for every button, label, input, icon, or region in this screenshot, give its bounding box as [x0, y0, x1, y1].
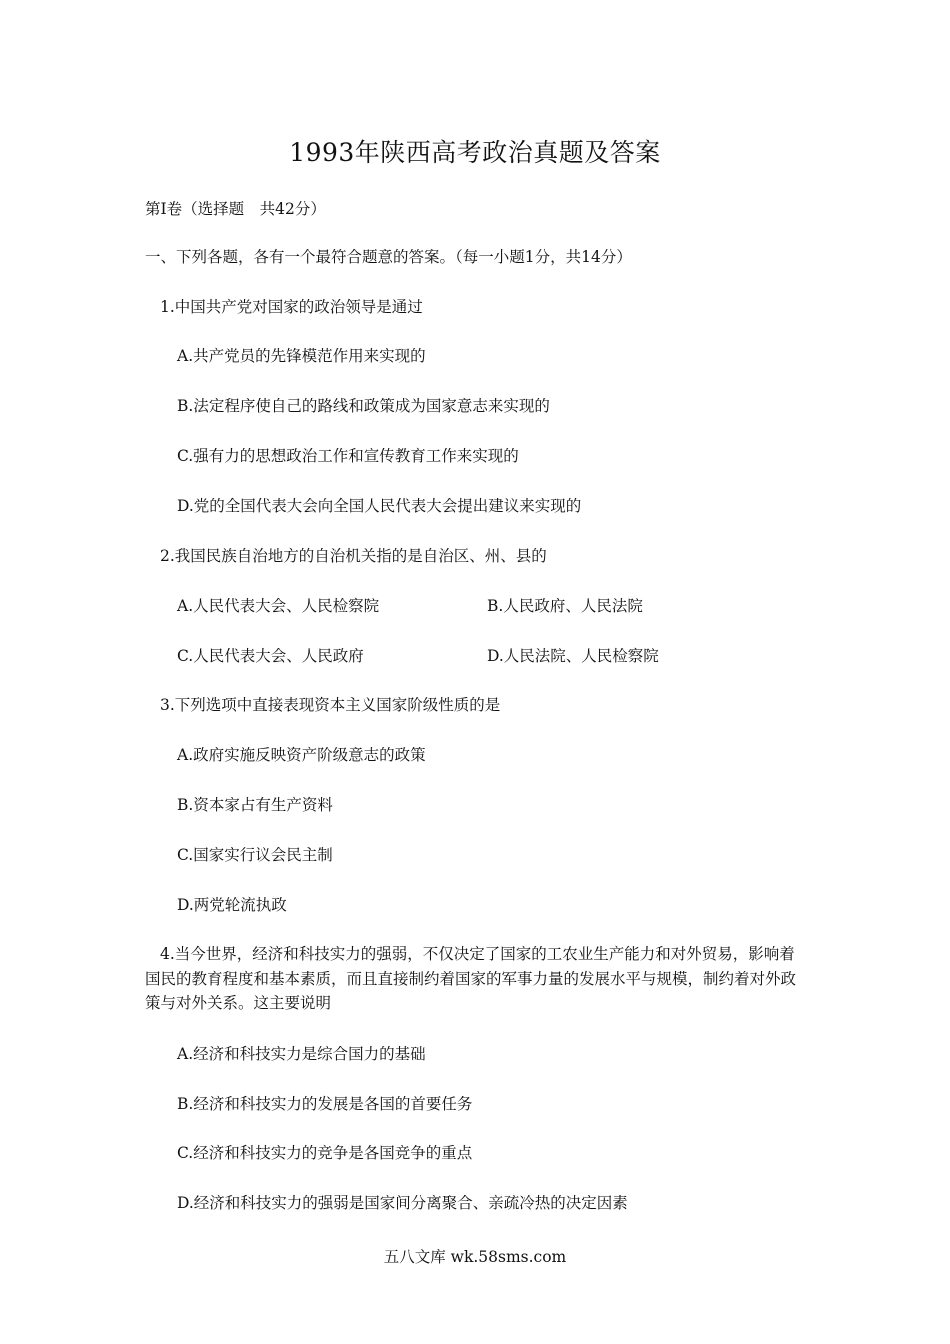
question-2-option-a: A.人民代表大会、人民检察院: [177, 597, 380, 615]
footer-watermark: 五八文库 wk.58sms.com: [383, 1248, 567, 1266]
question-2-option-d: D.人民法院、人民检察院: [487, 647, 659, 665]
question-3-option-d: D.两党轮流执政: [177, 896, 287, 914]
question-4-option-a: A.经济和科技实力是综合国力的基础: [177, 1045, 426, 1063]
question-4-stem: 4.当今世界，经济和科技实力的强弱，不仅决定了国家的工农业生产能力和对外贸易，影响着国民的教育程度和基本素质，而且直接制约着国家的军事力量的发展水平与规模，制约着对外政策与对外关系。这主要说明: [145, 945, 797, 1012]
section-heading: 第Ⅰ卷（选择题 共42分）: [145, 200, 326, 218]
question-2-option-c: C.人民代表大会、人民政府: [177, 647, 364, 665]
question-1-option-b: B.法定程序使自己的路线和政策成为国家意志来实现的: [177, 397, 550, 415]
question-4-option-b: B.经济和科技实力的发展是各国的首要任务: [177, 1095, 473, 1113]
question-1-option-c: C.强有力的思想政治工作和宣传教育工作来实现的: [177, 447, 519, 465]
question-3-option-c: C.国家实行议会民主制: [177, 846, 333, 864]
question-2-stem: 2.我国民族自治地方的自治机关指的是自治区、州、县的: [160, 547, 547, 565]
question-3-stem: 3.下列选项中直接表现资本主义国家阶级性质的是: [160, 696, 501, 714]
question-4-option-d: D.经济和科技实力的强弱是国家间分离聚合、亲疏冷热的决定因素: [177, 1194, 628, 1212]
question-1-option-a: A.共产党员的先锋模范作用来实现的: [177, 347, 426, 365]
question-2-option-b: B.人民政府、人民法院: [487, 597, 643, 615]
part-heading: 一、下列各题，各有一个最符合题意的答案。（每一小题1分，共14分）: [145, 248, 632, 266]
question-1-stem: 1.中国共产党对国家的政治领导是通过: [160, 298, 423, 316]
question-3-option-a: A.政府实施反映资产阶级意志的政策: [177, 746, 426, 764]
document-title: 1993年陕西高考政治真题及答案: [289, 138, 661, 167]
question-4-option-c: C.经济和科技实力的竞争是各国竞争的重点: [177, 1144, 473, 1162]
question-1-option-d: D.党的全国代表大会向全国人民代表大会提出建议来实现的: [177, 497, 582, 515]
question-3-option-b: B.资本家占有生产资料: [177, 796, 333, 814]
